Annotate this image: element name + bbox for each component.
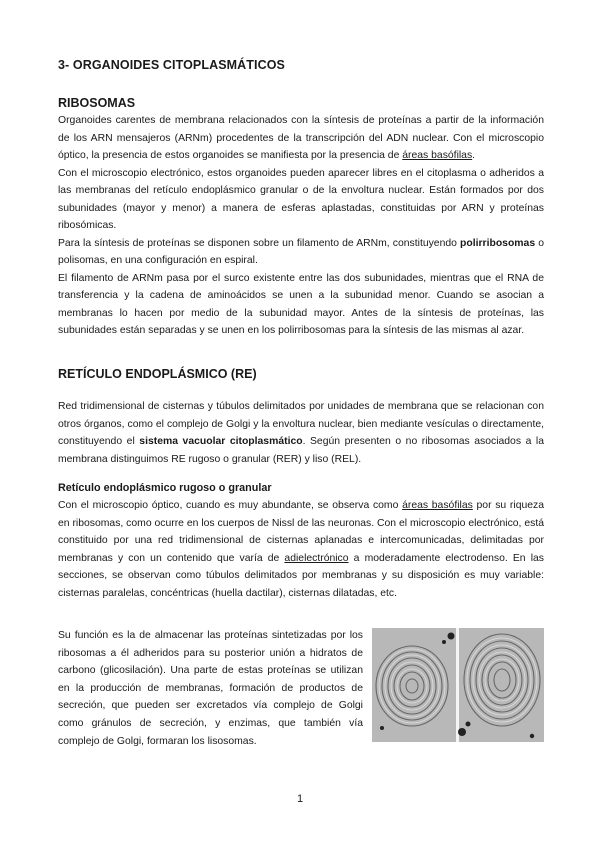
ribosomas-text [58, 112, 544, 340]
reticulo-paragraph-1: Red tridimensional de cisternas y túbulos delimitados por unidades de membrana que se relacionan con otros órganos, como el complejo de Golgi y la envoltura nuclear, bien mediante vesículas o directamente, constituyendo el sistema vacuolar citoplasmático. Según presenten o no ribosomas asociados a la membrana distinguimos RE rugoso o granular (RER) y liso (REL). [58, 401, 544, 465]
adielectronico-link[interactable]: adielectrónico [284, 552, 349, 564]
rer-function-paragraph: Su función es la de almacenar las proteínas sintetizadas por los ribosomas a él adheridos para su posterior unión a hidratos de carbono (glicosilación). Una parte de estas proteínas se utilizan en la producción de membranas, formación de productos de secreción, que pueden ser excretados vía complejo de Golgi como gránulos de secreción, y enzimas, que también vía complejo de Golgi, formaran los lisosomas. [58, 630, 363, 747]
heading-rer: Retículo endoplásmico rugoso o granular [58, 482, 272, 494]
page-number: 1 [296, 793, 304, 805]
ribosomas-paragraph-2: Con el microscopio electrónico, estos organoides pueden aparecer libres en el citoplasma o adheridos a las membranas del retículo endoplásmico granular o de la envoltura nuclear. Están formados por dos subunidades (mayor y menor) a manera de esferas aplastadas, constituidas por ARN y proteínas ribosómicas. [58, 167, 544, 231]
ribosomas-paragraph-1: Organoides carentes de membrana relacionados con la síntesis de proteínas a partir de la información de los ARN mensajeros (ARNm) procedentes de la transcripción del ADN nuclear. Con el microscopio óptico, la presencia de estos organoides se manifiesta por la presencia de áreas basófilas. [58, 115, 544, 161]
ribosomas-paragraph-4: El filamento de ARNm pasa por el surco existente entre las dos subunidades, mientras que el RNA de transferencia y la cadena de aminoácidos se unen a la subunidad menor. Cuando se asocian a membranas lo hacen por medio de la subunidad mayor. Antes de la síntesis de proteínas, las subunidades están separadas y se unen en los polirribosomas para la síntesis de las mismas al azar. [58, 272, 544, 336]
rer-text [58, 497, 544, 602]
reticulo-text [58, 398, 544, 468]
basophilic-areas-link-2[interactable]: áreas basófilas [402, 500, 473, 511]
polirribosomas-term: polirribosomas [460, 237, 536, 249]
rer-micrograph-image [372, 628, 544, 742]
sistema-vacuolar-term: sistema vacuolar citoplasmático [139, 436, 303, 447]
heading-reticulo: RETÍCULO ENDOPLÁSMICO (RE) [58, 367, 257, 381]
rer-paragraph-1: Con el microscopio óptico, cuando es muy abundante, se observa como áreas basófilas por su riqueza en ribosomas, como ocurre en los cuerpos de Nissl de las neuronas. Con el microscopio electrónico, está constituido por una red tridimensional de cisternas aplanadas e intercomunicadas, delimitadas por membranas y con un contenido que varía de adielectrónico a moderadamente electrodenso. En las secciones, se observan como túbulos delimitados por membranas y su disposición es muy variable: cisternas paralelas, concéntricas (huella dactilar), cisternas dilatadas, etc. [58, 500, 545, 599]
basophilic-areas-link[interactable]: áreas basófilas [402, 150, 473, 161]
section-title: 3- ORGANOIDES CITOPLASMÁTICOS [58, 58, 285, 72]
ribosomas-paragraph-3: Para la síntesis de proteínas se disponen sobre un filamento de ARNm, constituyendo polirribosomas o polisomas, en una configuración en espiral. [58, 237, 544, 266]
heading-ribosomas: RIBOSOMAS [58, 96, 136, 110]
